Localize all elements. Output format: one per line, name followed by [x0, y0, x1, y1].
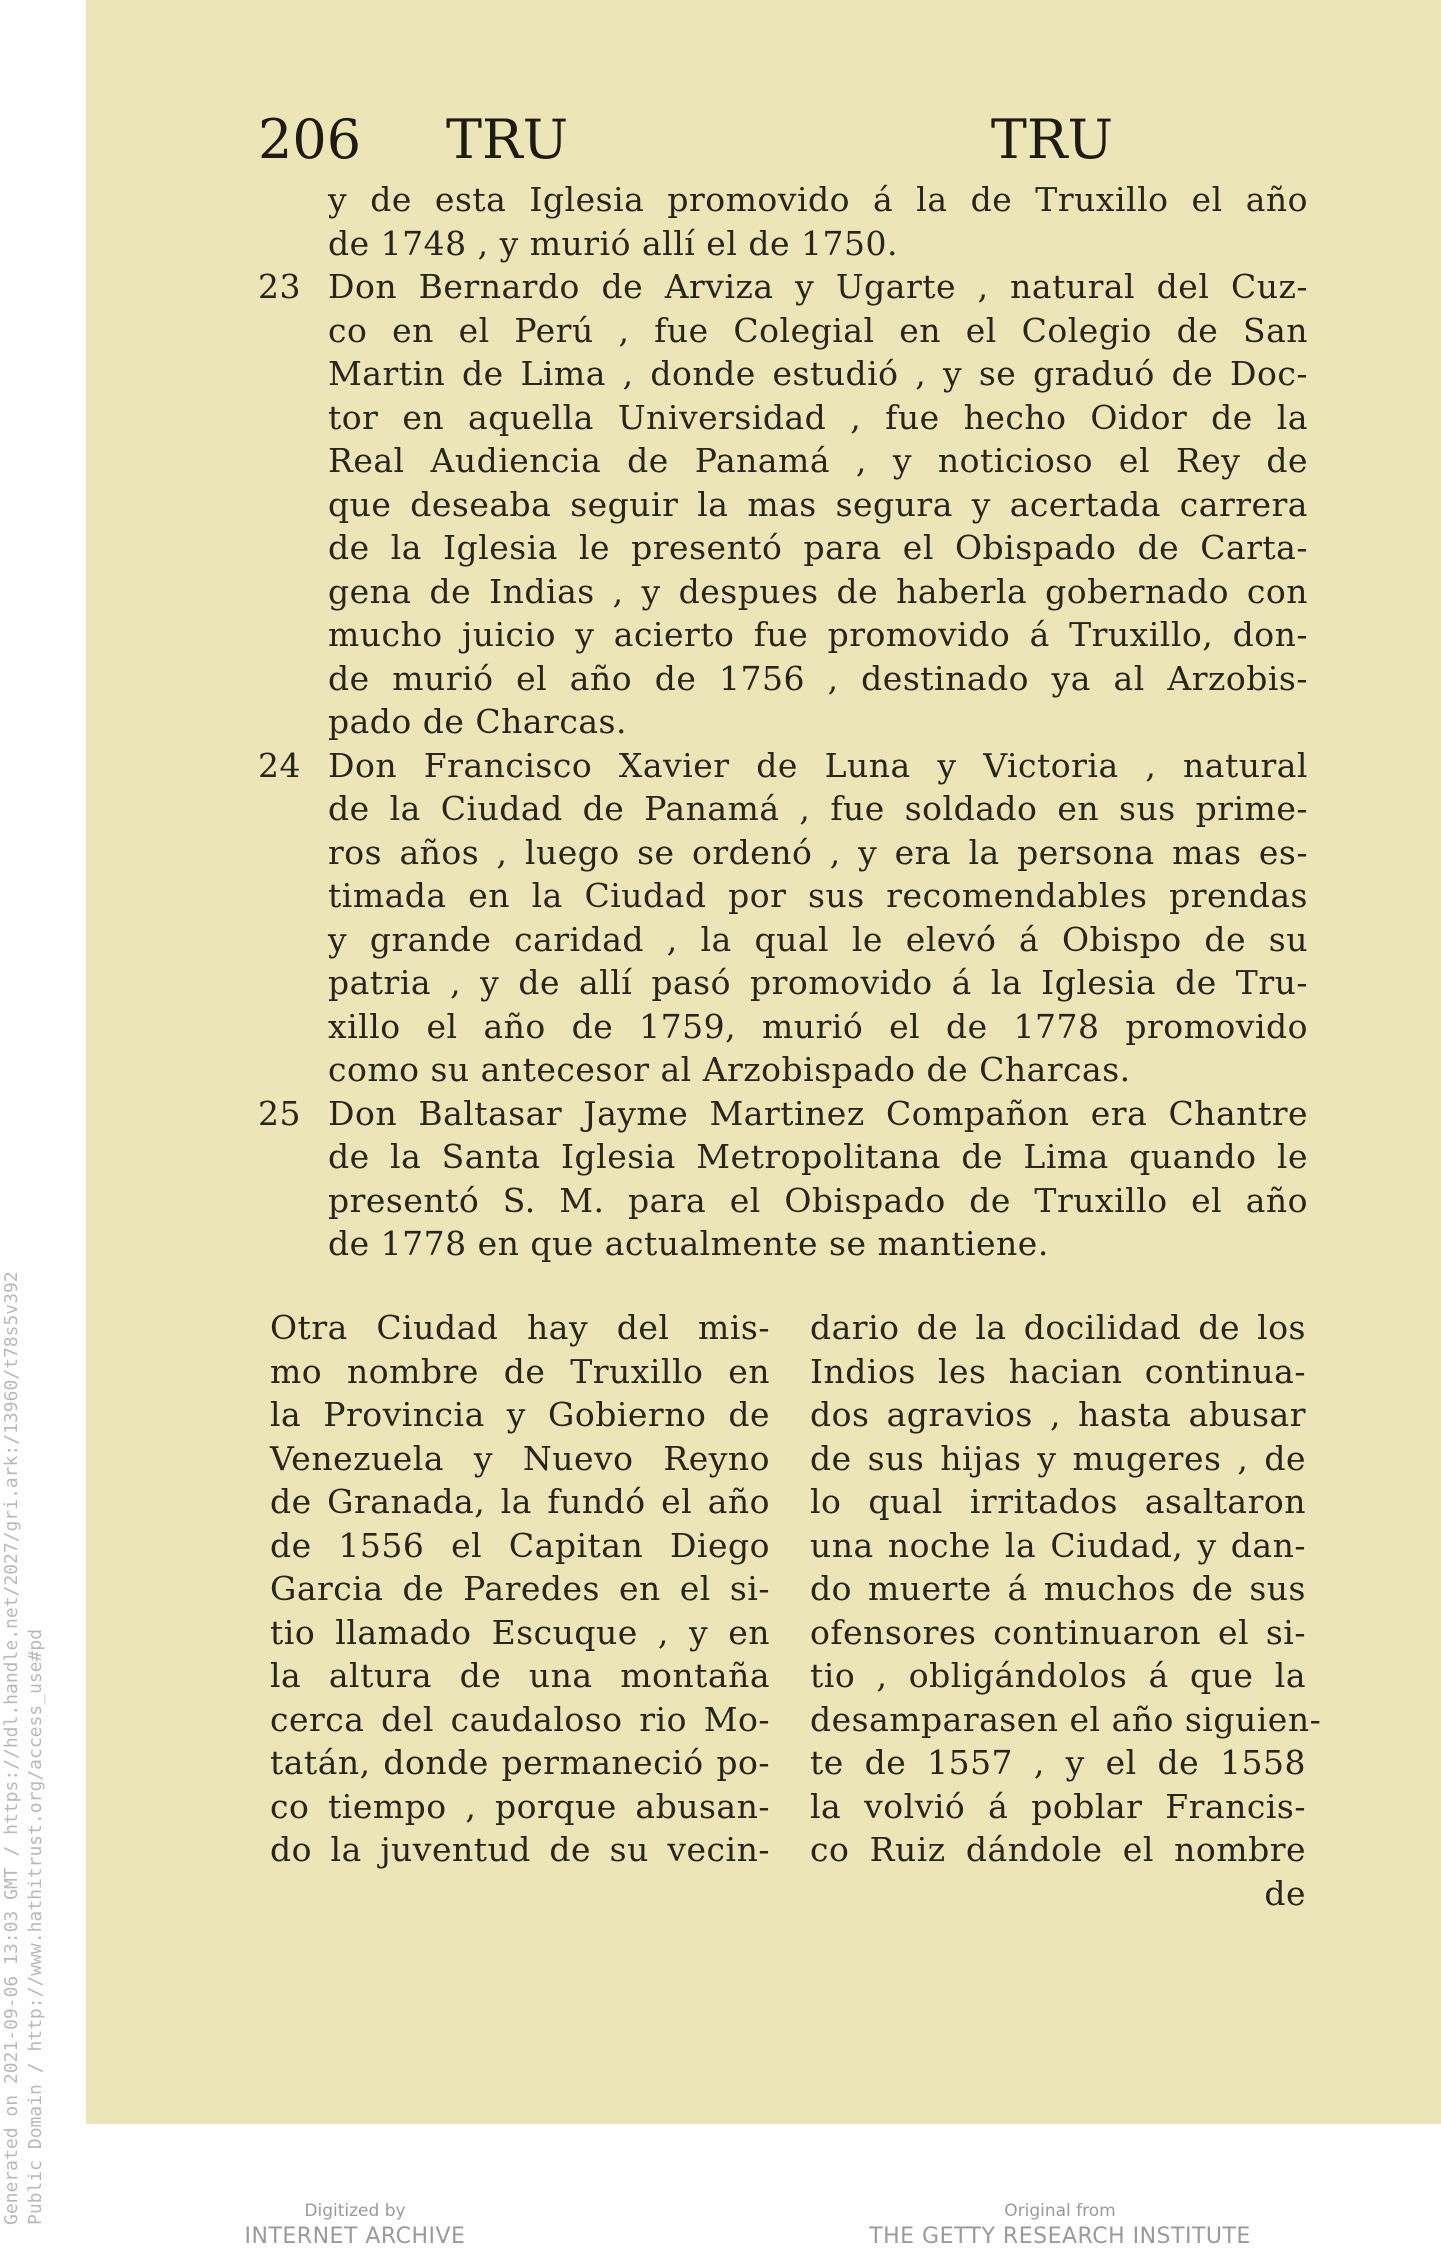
text-line: te de 1557 , y el de 1558 [810, 1743, 1306, 1782]
text-line: mucho juicio y acierto fue promovido á Truxillo, don- [328, 615, 1308, 654]
entry-25 [258, 1092, 1308, 1266]
internet-archive-label: INTERNET ARCHIVE [244, 2224, 466, 2249]
catchword: de [1264, 1873, 1306, 1913]
text-line: de la Santa Iglesia Metropolitana de Lima quando le [328, 1137, 1308, 1176]
digitized-by-credit [230, 2200, 480, 2252]
text-line: la Provincia y Gobierno de [270, 1395, 770, 1434]
continuation-paragraph [258, 178, 1308, 265]
text-line: la altura de una montaña [270, 1656, 770, 1695]
running-head-left: TRU [446, 108, 569, 171]
text-line: de murió el año de 1756 , destinado ya al Arzobis- [328, 658, 1308, 698]
original-from-label: Original from [1004, 2201, 1116, 2221]
text-line: desamparasen el año siguien- [810, 1699, 1322, 1739]
text-line: tio , obligándolos á que la [810, 1656, 1306, 1695]
text-line: dos agravios , hasta abusar [810, 1395, 1306, 1434]
text-line: Martin de Lima , donde estudió , y se graduó de Doc- [328, 354, 1308, 393]
text-line: Don Baltasar Jayme Martinez Compañon era Chantre [328, 1093, 1308, 1133]
text-line: tor en aquella Universidad , fue hecho Oidor de la [328, 397, 1308, 437]
getty-institute-label: THE GETTY RESEARCH INSTITUTE [869, 2224, 1251, 2249]
text-line: co Ruiz dándole el nombre [810, 1830, 1306, 1869]
generation-stamp-line-1: Generated on 2021-09-06 13:03 GMT / https://hdl.handle.net/2027/gri.ark:/13960/t78s5v392 [1, 1271, 22, 2225]
entry-23 [258, 265, 1308, 744]
text-line: cerca del caudaloso rio Mo- [270, 1699, 770, 1739]
text-line: Don Bernardo de Arviza y Ugarte , natural del Cuz- [328, 267, 1308, 306]
text-line: de Granada, la fundó el año [270, 1482, 770, 1521]
entry-number: 24 [258, 745, 301, 785]
generation-stamp [0, 1271, 48, 2225]
text-line: co en el Perú , fue Colegial en el Colegio de San [328, 310, 1308, 350]
text-line: co tiempo , porque abusan- [270, 1786, 770, 1826]
page-number: 206 [258, 108, 362, 171]
right-column [810, 1306, 1322, 1915]
running-head-right: TRU [990, 108, 1113, 171]
text-line: y grande caridad , la qual le elevó á Obispo de su [328, 919, 1308, 959]
text-line: de sus hijas y mugeres , de [810, 1438, 1306, 1478]
text-line: xillo el año de 1759, murió el de 1778 promovido [328, 1006, 1308, 1046]
text-line: como su antecesor al Arzobispado de Charcas. [328, 1050, 1131, 1089]
entry-number: 25 [258, 1093, 301, 1133]
text-line: Venezuela y Nuevo Reyno [270, 1438, 770, 1478]
text-line: lo qual irritados asaltaron [810, 1482, 1306, 1521]
text-line: patria , y de allí pasó promovido á la Iglesia de Tru- [328, 963, 1308, 1002]
entry-24 [258, 744, 1308, 1092]
text-line: de la Iglesia le presentó para el Obispado de Carta- [328, 528, 1308, 567]
text-line: de 1778 en que actualmente se mantiene. [328, 1224, 1049, 1263]
text-line: de 1556 el Capitan Diego [270, 1525, 770, 1565]
original-from-credit [860, 2200, 1260, 2252]
text-line: presentó S. M. para el Obispado de Truxillo el año [328, 1180, 1308, 1220]
text-line: mo nombre de Truxillo en [270, 1351, 770, 1391]
text-line: dario de la docilidad de los [810, 1308, 1306, 1347]
text-line: Otra Ciudad hay del mis- [270, 1308, 770, 1347]
text-line: ros años , luego se ordenó , y era la persona mas es- [328, 832, 1308, 872]
text-line: la volvió á poblar Francis- [810, 1786, 1306, 1826]
text-line: tio llamado Escuque , y en [270, 1612, 770, 1652]
text-line: de 1748 , y murió allí el de 1750. [328, 223, 898, 263]
left-column [270, 1306, 770, 1872]
entry-number: 23 [258, 267, 301, 306]
page-header [258, 108, 1113, 178]
text-line: de la Ciudad de Panamá , fue soldado en sus prime- [328, 789, 1308, 828]
text-line: do la juventud de su vecin- [270, 1830, 770, 1869]
text-line: y de esta Iglesia promovido á la de Truxillo el año [328, 180, 1308, 219]
text-line: tatán, donde permaneció po- [270, 1743, 770, 1782]
text-line: pado de Charcas. [328, 702, 627, 741]
text-line: timada en la Ciudad por sus recomendables prendas [328, 876, 1308, 915]
entries-block [258, 178, 1308, 1266]
text-line: que deseaba seguir la mas segura y acertada carrera [328, 484, 1308, 524]
digitized-by-label: Digitized by [304, 2201, 406, 2221]
text-line: Real Audiencia de Panamá , y noticioso el Rey de [328, 441, 1308, 480]
text-line: una noche la Ciudad, y dan- [810, 1525, 1306, 1565]
text-line: do muerte á muchos de sus [810, 1569, 1306, 1608]
text-line: Don Francisco Xavier de Luna y Victoria , natural [328, 745, 1308, 785]
generation-stamp-line-2: Public Domain / http://www.hathitrust.org/access_use#pd [25, 1628, 46, 2225]
text-line: Garcia de Paredes en el si- [270, 1569, 770, 1608]
text-line: gena de Indias , y despues de haberla gobernado con [328, 571, 1308, 611]
text-line: ofensores continuaron el si- [810, 1612, 1306, 1652]
text-line: Indios les hacian continua- [810, 1351, 1306, 1391]
